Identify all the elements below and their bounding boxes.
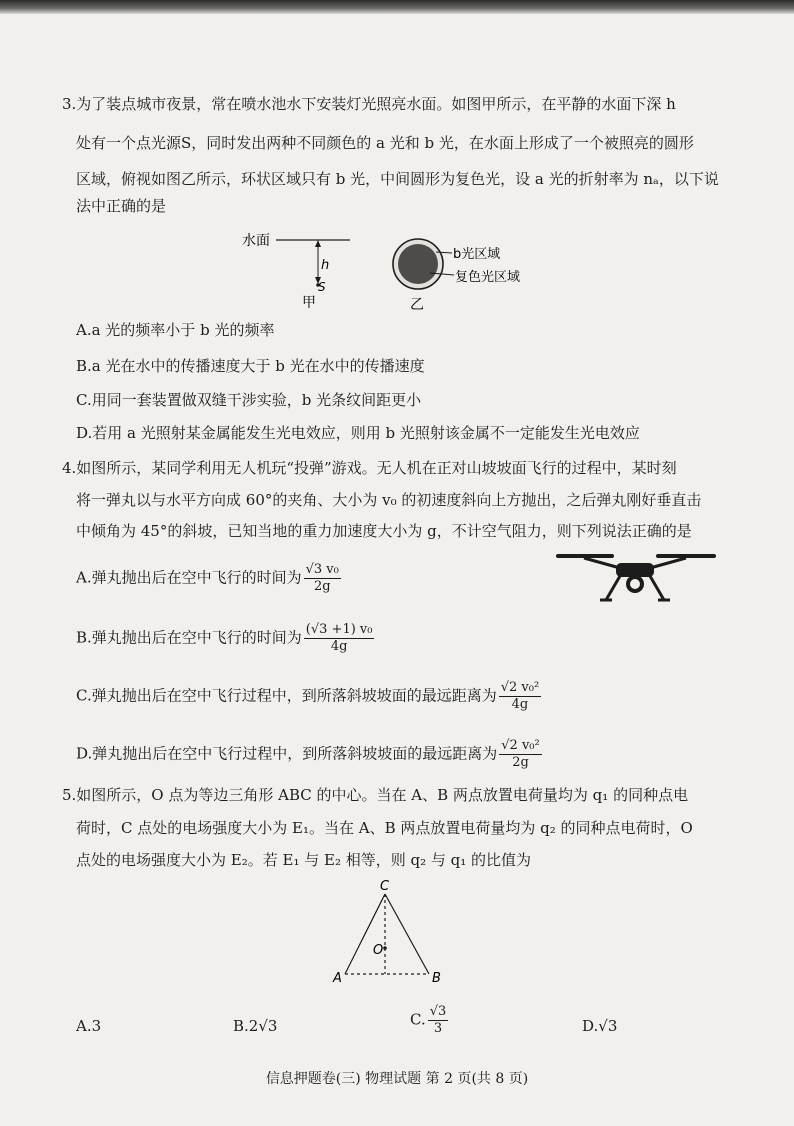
q4-line-1: 4.如图所示，某同学利用无人机玩“投弹”游戏。无人机在正对山坡坡面飞行的过程中，某时刻 <box>62 459 677 477</box>
figure-jia-label: 甲 <box>302 295 316 311</box>
triangle-figure <box>325 878 465 988</box>
q5-option-c-den: 3 <box>433 1021 443 1036</box>
drone-body <box>616 563 654 577</box>
q5-option-d: D.√3 <box>582 1017 618 1035</box>
q4-line-3: 中倾角为 45°的斜坡，已知当地的重力加速度大小为 g，不计空气阻力，则下列说法正确的是 <box>76 522 692 540</box>
q4-option-c-den: 4g <box>511 697 529 712</box>
q4-option-b-den: 4g <box>330 639 348 654</box>
q4-option-b-text: B.弹丸抛出后在空中飞行的时间为 <box>76 628 302 647</box>
q3-line-3: 区域，俯视如图乙所示，环状区域只有 b 光，中间圆形为复色光，设 a 光的折射率为 nₐ，以下说 <box>76 170 719 188</box>
mixed-region-label: 复色光区域 <box>455 270 521 285</box>
q4-option-b-fraction <box>304 622 375 655</box>
center-o-label: O <box>373 943 384 958</box>
q4-option-d-text: D.弹丸抛出后在空中飞行过程中，到所落斜坡坡面的最远距离为 <box>76 744 498 763</box>
figure-yi-label: 乙 <box>410 297 424 313</box>
q4-option-c <box>76 680 543 713</box>
q5-option-c <box>410 1004 450 1037</box>
q5-line-1: 5.如图所示，O 点为等边三角形 ABC 的中心。当在 A、B 两点放置电荷量均为 q₁ 的同种点电 <box>62 786 689 804</box>
q4-option-b <box>76 622 376 655</box>
q4-line-2: 将一弹丸以与水平方向成 60°的夹角、大小为 v₀ 的初速度斜向上方抛出，之后弹丸刚好垂直击 <box>76 491 702 509</box>
vertex-b-label: B <box>432 971 441 986</box>
vertex-a-label: A <box>333 971 342 986</box>
side-cb <box>385 894 429 974</box>
b-region-label: b光区域 <box>453 247 501 262</box>
q3-line-1: 3.为了装点城市夜景，常在喷水池水下安装灯光照亮水面。如图甲所示，在平静的水面下深 h <box>62 95 676 113</box>
center-o-dot <box>383 946 387 950</box>
q3-line-2: 处有一个点光源S，同时发出两种不同颜色的 a 光和 b 光，在水面上形成了一个被照亮的圆形 <box>76 134 694 152</box>
q5-option-c-prefix: C. <box>410 1010 426 1029</box>
q5-option-b: B.2√3 <box>233 1017 278 1035</box>
water-surface-label: 水面 <box>242 233 270 249</box>
q3-option-c: C.用同一套装置做双缝干涉实验，b 光条纹间距更小 <box>76 391 422 409</box>
q4-option-b-num: (√3 +1) v₀ <box>305 622 373 637</box>
q3-figure <box>230 225 560 315</box>
q4-option-d-fraction <box>499 738 541 771</box>
q5-line-2: 荷时，C 点处的电场强度大小为 E₁。当在 A、B 两点放置电荷量均为 q₂ 的同种点电荷时，O <box>76 819 693 837</box>
q4-option-a-den: 2g <box>313 579 331 594</box>
q5-option-c-num: √3 <box>429 1004 447 1019</box>
drone-right-rotor <box>656 554 716 558</box>
drone-camera-icon <box>628 577 642 591</box>
point-source-label: S <box>318 280 326 294</box>
depth-arrow-head-up <box>315 240 321 247</box>
q3-line-4: 法中正确的是 <box>76 197 167 215</box>
q4-option-d-num: √2 v₀² <box>501 738 540 753</box>
q4-option-a-fraction <box>304 562 341 595</box>
vertex-c-label: C <box>380 879 390 894</box>
q5-option-c-fraction <box>428 1004 449 1037</box>
q3-option-b: B.a 光在水中的传播速度大于 b 光在水中的传播速度 <box>76 357 425 375</box>
q5-option-a: A.3 <box>76 1017 102 1035</box>
depth-h-label: h <box>321 258 330 273</box>
side-ca <box>345 894 385 974</box>
drone-figure <box>548 548 728 608</box>
q4-option-c-text: C.弹丸抛出后在空中飞行过程中，到所落斜坡坡面的最远距离为 <box>76 686 497 705</box>
q5-line-3: 点处的电场强度大小为 E₂。若 E₁ 与 E₂ 相等，则 q₂ 与 q₁ 的比值为 <box>76 851 532 869</box>
q4-option-a <box>76 562 343 595</box>
q4-option-a-text: A.弹丸抛出后在空中飞行的时间为 <box>76 568 302 587</box>
page-footer: 信息押题卷(三) 物理试题 第 2 页(共 8 页) <box>265 1071 529 1087</box>
q3-option-d: D.若用 a 光照射某金属能发生光电效应，则用 b 光照射该金属不一定能发生光电效应 <box>76 424 640 442</box>
drone-right-arm <box>650 558 686 568</box>
q4-option-c-num: √2 v₀² <box>500 680 540 695</box>
q4-option-d <box>76 738 544 771</box>
inner-mixed-circle <box>398 244 438 284</box>
drone-left-arm <box>584 558 620 568</box>
q4-option-d-den: 2g <box>512 755 529 770</box>
q4-option-c-fraction <box>499 680 541 713</box>
scan-top-edge <box>0 0 794 14</box>
q3-option-a: A.a 光的频率小于 b 光的频率 <box>76 321 275 339</box>
q4-option-a-num: √3 v₀ <box>305 562 339 577</box>
